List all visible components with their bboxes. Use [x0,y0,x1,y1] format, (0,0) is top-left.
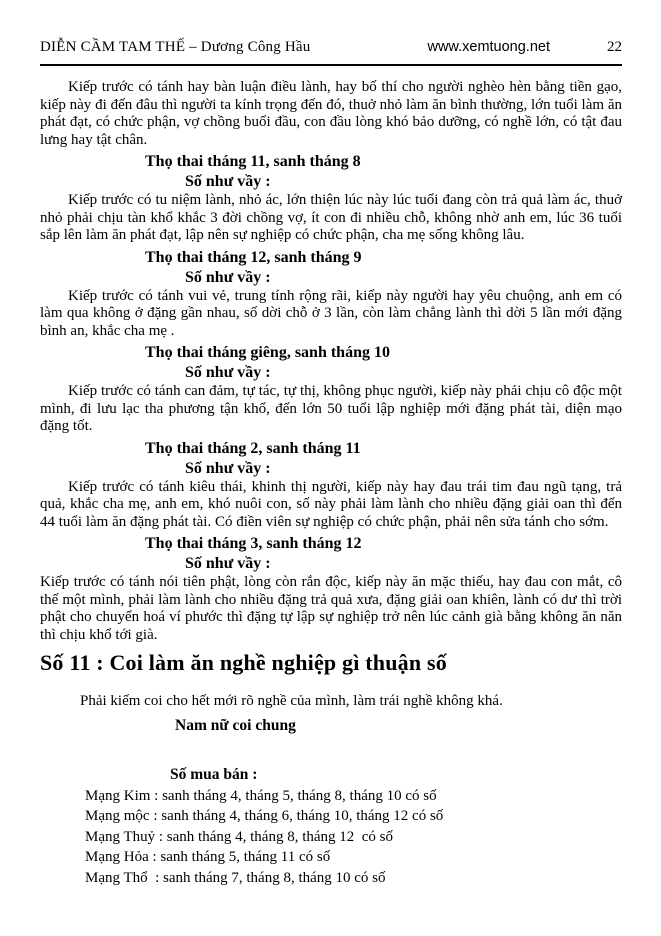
intro-paragraph: Kiếp trước có tánh hay bàn luận điều lành, hay bố thí cho người nghèo hèn bằng tiền gạo, kiếp này đi đến đâu thì người ta kính trọng đến đó, thuở nhỏ làm ăn bình thường, lớn tuổi làm ăn phát đạt, có chức phận, vợ chồng buổi đầu, con đầu lòng khó bảo dưỡng, có nghề lớn, có tật đau lưng hay tật chân. [40,79,622,148]
section-thang-3 [40,534,622,644]
section-subheading: Số như vầy : [185,555,271,572]
section-body: Kiếp trước có tánh can đảm, tự tác, tự thị, không phục người, kiếp này phải chịu cô độc một mình, đi lưu lạc tha phương tận khổ, đến lớn 50 tuổi lập nghiệp mới đặng phát tài, diện mạo đặng tốt. [40,383,622,434]
header-page-number: 22 [607,39,622,55]
so-mua-ban-heading: Số mua bán : [170,765,258,783]
header-title: DIỄN CẦM TAM THẾ – Dương Công Hầu [40,39,311,55]
document-content [40,79,622,888]
section-thang-11 [40,152,622,245]
section-body: Kiếp trước có tánh vui vẻ, trung tính rộng rãi, kiếp này người hay yêu chuộng, anh em có làm qua không ở đặng gần nhau, số dời chỗ ở 3 lần, còn làm chẳng lành thì dời 5 lần mới đặng bình an, khắc cha mẹ . [40,287,622,339]
section-thang-2 [40,439,622,532]
section-11-intro: Phải kiếm coi cho hết mới rõ nghề của mình, làm trái nghề không khá. [80,693,503,709]
list-item-mang-kim: Mạng Kim : sanh tháng 4, tháng 5, tháng 8, tháng 10 có số [85,787,437,804]
section-so-11 [40,650,622,888]
section-body: Kiếp trước có tánh kiêu thái, khinh thị người, kiếp này hay đau trái tim đau ngũ tạng, trả quả, khắc cha mẹ, anh em, khó nuôi con, số này phải làm lành cho nhiều đặng giải oan thì đến 44 tuổi làm ăn đặng phát tài. Có điền viên sự nghiệp có chức phận, phải nên sửa tánh cho sớm. [40,478,622,530]
section-11-title: Số 11 : Coi làm ăn nghề nghiệp gì thuận số [40,650,447,675]
section-subheading: Số như vầy : [185,268,271,286]
header-right [427,38,622,56]
list-item-mang-thuy: Mạng Thuỷ : sanh tháng 4, tháng 8, tháng 12 có số [85,828,394,845]
section-heading: Thọ thai tháng 2, sanh tháng 11 [145,439,361,457]
section-heading: Thọ thai tháng 3, sanh tháng 12 [145,535,362,552]
list-item-mang-hoa: Mạng Hỏa : sanh tháng 5, tháng 11 có số [85,849,331,866]
page-header [40,38,622,56]
section-subheading: Số như vầy : [185,364,271,381]
list-item-mang-tho: Mạng Thổ : sanh tháng 7, tháng 8, tháng 10 có số [85,869,386,886]
list-item-mang-moc: Mạng mộc : sanh tháng 4, tháng 6, tháng 10, tháng 12 có số [85,808,444,825]
header-divider [40,64,622,66]
section-body: Kiếp trước có tánh nói tiên phật, lòng còn rắn độc, kiếp này ăn mặc thiếu, hay đau con mắt, cô thế một mình, phải làm lành cho nhiều đặng trả quả xưa, đặng giải oan khiên, lành có dư thì trời phật cho chuyển hoá ví phước thì đặng tự lập sự nghiệp trở nên lúc cảnh già bằng không ăn năn thì chịu khổ tới già. [40,574,622,643]
section-heading: Thọ thai tháng 12, sanh tháng 9 [145,248,362,266]
section-subheading: Số như vầy : [185,459,271,477]
section-heading: Thọ thai tháng giêng, sanh tháng 10 [145,344,390,361]
mang-list [85,786,622,889]
header-website: www.xemtuong.net [427,39,550,55]
section-thang-gieng [40,343,622,436]
section-subheading: Số như vầy : [185,173,271,190]
section-heading: Thọ thai tháng 11, sanh tháng 8 [145,153,361,170]
nam-nu-coi-chung-heading: Nam nữ coi chung [175,716,296,734]
section-body: Kiếp trước có tu niệm lành, nhỏ ác, lớn thiện lúc này lúc tuổi đang còn trả quả làm ác, thuở nhỏ phải chịu tàn khổ khắc 3 đời chồng vợ, ít con đi nhiều chỗ, không nhờ anh em, lúc 36 tuổi sắp lên làm ăn phát đạt, lập nên sự nghiệp có chức phận, cha mẹ sống không lâu. [40,192,622,243]
section-thang-12 [40,248,622,341]
